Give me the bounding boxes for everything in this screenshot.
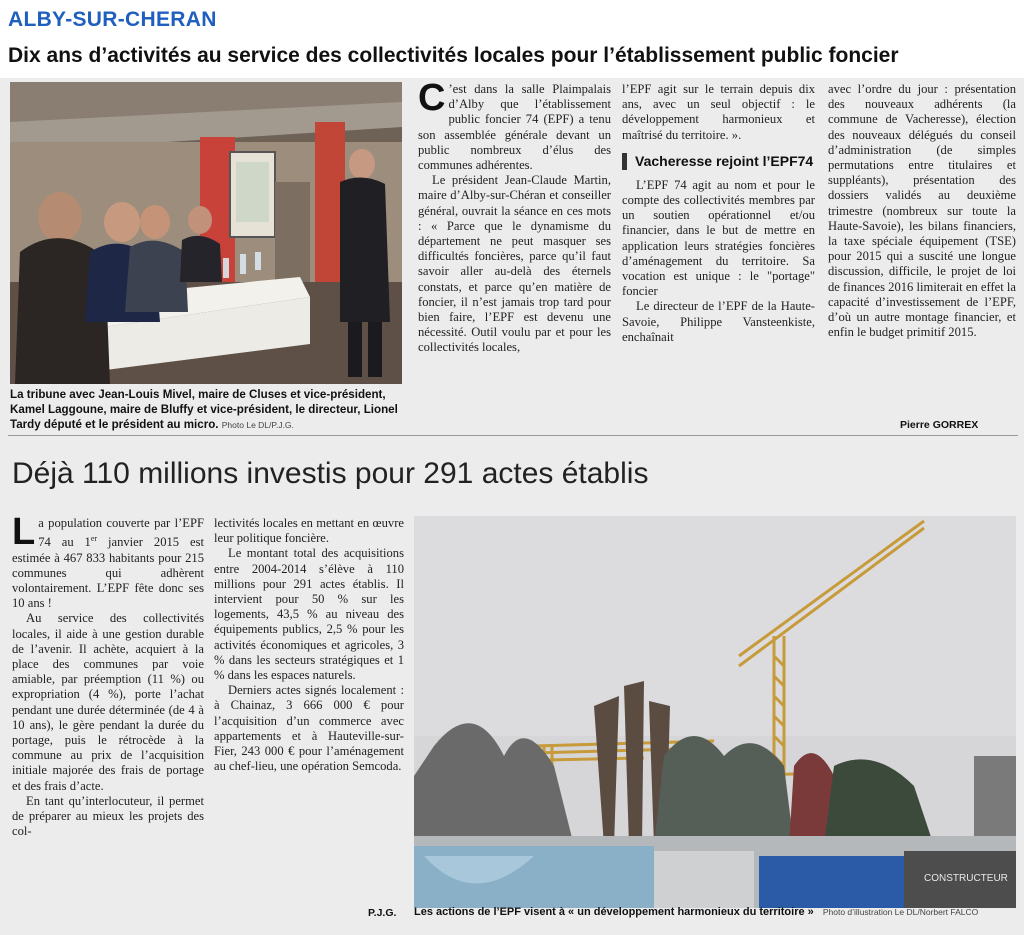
paragraph: En tant qu’interlocuteur, il permet de préparer au mieux les projets des col- (12, 793, 204, 839)
photo-credit: Photo Le DL/P.J.G. (221, 420, 294, 430)
paragraph: Derniers actes signés localement : à Chainaz, 3 666 000 € pour l’acquisition d’un commerce avec appartements et à Hauteville-sur-Fier, 243 000 € pour l’aménagement au chef-lieu, une opération Semcoda. (214, 683, 404, 774)
cranes-photo (414, 516, 1016, 908)
article2-signature: P.J.G. (368, 907, 397, 919)
paragraph: Le montant total des acquisitions entre 2004-2014 s’élève à 110 millions pour 291 actes établis. Il intervient pour 50 % sur les logements, 43,5 % au niveau des équipements publics, 2,5 % pour les activités économiques et agricoles, 3 % dans les secteurs stratégiques et 1 % dans les espaces naturels. (214, 546, 404, 683)
photo-credit: Photo d’illustration Le DL/Norbert FALCO (822, 907, 979, 917)
dropcap: C (418, 77, 446, 119)
paragraph: a population couverte par l’EPF 74 au 1 (38, 516, 204, 550)
article2-title: Déjà 110 millions investis pour 291 actes établis (12, 457, 649, 490)
assembly-photo (10, 82, 402, 384)
article1-column-3 (828, 82, 1016, 340)
caption-text: Les actions de l’EPF visent à « un développement harmonieux du territoire » (414, 906, 814, 918)
article1-column-2 (622, 82, 815, 345)
dropcap: L (12, 511, 36, 553)
cranes-illustration (414, 516, 1016, 908)
page-headline: Dix ans d’activités au service des collectivités locales pour l’établissement public foncier (8, 44, 899, 67)
paragraph: L’EPF 74 agit au nom et pour le compte des collectivités membres par un soutien opérationnel et/ou financier, dans le but de mettre en application leurs stratégies foncières d’aménagement du territoire. Sa vocation est unique : le "portage" foncier (622, 177, 815, 299)
paragraph: Le directeur de l’EPF de la Haute-Savoie, Philippe Vansteenkiste, enchaînait (622, 299, 815, 344)
paragraph: avec l’ordre du jour : présentation des nouveaux adhérents (la commune de Vacheresse), élection des nouveaux délégués du conseil d’administration (de simples permutations entre titulaires et suppléants), présentation des dossiers validés au deuxième trimestre (nombreux sur toute la Haute-Savoie), les bilans financiers, la taxe spéciale équipement (TSE) pour 2015 qui a suscité une longue discussion, difficile, le projet de loi de finances 2016 limiterait en effet la capacité d’investissement de l’EPF, d’où un autre montage financier, et enfin le budget primitif 2015. (828, 82, 1016, 340)
paragraph: l’EPF agit sur le terrain depuis dix ans, avec un seul objectif : le développement harmonieux et maîtrisé du territoire. ». (622, 82, 815, 142)
subheading: Vacheresse rejoint l’EPF74 (622, 153, 815, 170)
newspaper-clipping (0, 78, 1024, 935)
article1-column-1 (418, 77, 611, 356)
article2-column-2 (214, 516, 404, 774)
page-header (0, 0, 1024, 78)
paragraph: Le président Jean-Claude Martin, maire d’Alby-sur-Chéran et conseiller général, ouvrait la séance en ces mots : « Parce que le dynamisme du département ne peut masquer ses difficultés foncières, parce qu’il faut savoir aller au-delà des éternels constats, et parce qu’en matière de foncier, il n’est jamais trop tard pour bien faire, l’EPF est devenu une nécessité. Outil voulu par et pour les collectivités locales, (418, 173, 611, 355)
construction-sign-text: CONSTRUCTEUR (924, 873, 1008, 884)
article-divider (8, 435, 1018, 436)
superscript: er (90, 534, 98, 544)
paragraph: lectivités locales en mettant en œuvre leur politique foncière. (214, 516, 404, 546)
caption-text: La tribune avec Jean-Louis Mivel, maire de Cluses et vice-président, Kamel Laggoune, maire de Bluffy et vice-président, le directeur, Lionel Tardy député et le président au micro. (10, 388, 398, 431)
paragraph: janvier 2015 est estimée à 467 833 habitants pour 215 communes qui adhèrent volontairement. L’EPF fête donc ses 10 ans ! (12, 535, 204, 611)
assembly-photo-caption (10, 387, 405, 433)
article2-column-1 (12, 511, 204, 839)
cranes-photo-caption (414, 906, 1016, 918)
paragraph: Au service des collectivités locales, il aide à une gestion durable de l’avenir. Il achète, acquiert à la place des communes par voie amiable, par préemption (11 %) ou expropriation (4 %), porte l’achat pendant une durée déterminée (de 4 à 10 ans), le gère pendant la durée du portage, puis le rétrocède à la commune au prix de l’acquisition initiale majorée des frais de portage et des frais d’acte. (12, 611, 204, 793)
author-signature: Pierre GORREX (900, 419, 979, 431)
city-name: ALBY-SUR-CHERAN (8, 8, 217, 31)
assembly-illustration (10, 82, 402, 384)
paragraph: ’est dans la salle Plaimpalais d’Alby que l’établissement public foncier 74 (EPF) a tenu son assemblée générale devant un public nombreux d’élus des communes adhérentes. (418, 82, 611, 173)
